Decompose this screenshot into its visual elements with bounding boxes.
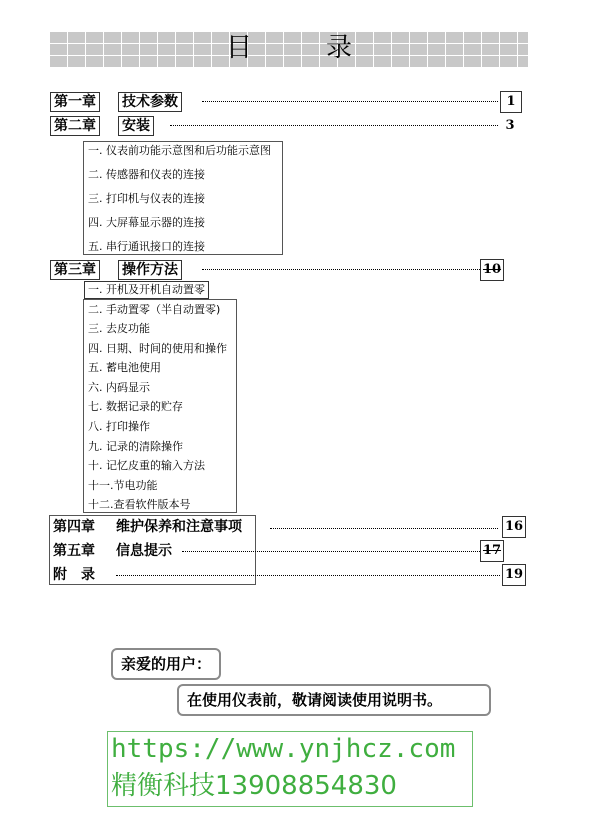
chapter-3-page: 10	[480, 259, 504, 281]
ch3-section-11: 十一.节电功能	[88, 479, 158, 492]
chapter-1-page: 1	[500, 91, 522, 113]
chapter-3-section-list	[83, 299, 237, 513]
chapter-4-leader	[270, 528, 498, 529]
chapter-5-page: 17	[480, 540, 504, 562]
chapter-2-title: 安装	[118, 116, 154, 136]
ch3-section-8: 八. 打印操作	[88, 420, 150, 433]
appendix-page: 19	[502, 564, 526, 586]
ch3-section-10: 十. 记忆皮重的输入方法	[88, 459, 205, 472]
appendix-leader	[116, 575, 500, 576]
ch2-section-5: 五. 串行通讯接口的连接	[88, 240, 205, 253]
ch3-section-2: 二. 手动置零（半自动置零)	[88, 303, 221, 316]
ch3-section-3: 三. 去皮功能	[88, 322, 150, 335]
title-char-2: 录	[326, 33, 353, 63]
chapter-2-section-list	[83, 141, 283, 255]
ch3-section-9: 九. 记录的清除操作	[88, 440, 183, 453]
chapter-1-leader	[202, 101, 498, 102]
chapter-3-label: 第三章	[50, 260, 100, 280]
chapter-1-label: 第一章	[50, 92, 100, 112]
chapter-2-label: 第二章	[50, 116, 100, 136]
greeting-salutation: 亲爱的用户：	[111, 648, 221, 680]
chapter-3-leader	[202, 269, 482, 270]
ch3-section-6: 六. 内码显示	[88, 381, 150, 394]
ch3-section-4: 四. 日期、时间的使用和操作	[88, 342, 227, 355]
ch2-section-3: 三. 打印机与仪表的连接	[88, 192, 205, 205]
chapter-5-leader	[182, 551, 480, 552]
chapter-2-page: 3	[505, 118, 515, 133]
chapter-4-label: 第四章	[53, 519, 95, 535]
ch2-section-2: 二. 传感器和仪表的连接	[88, 168, 205, 181]
ch3-section-1: 一. 开机及开机自动置零	[84, 281, 209, 299]
ch3-section-12: 十二.查看软件版本号	[88, 498, 191, 511]
chapter-1-title: 技术参数	[118, 92, 182, 112]
title-char-1: 目	[226, 33, 253, 63]
chapter-2-leader	[170, 125, 498, 126]
ch2-section-4: 四. 大屏幕显示器的连接	[88, 216, 205, 229]
chapter-4-page: 16	[502, 516, 526, 538]
chapter-5-label: 第五章	[53, 543, 95, 559]
watermark-url: https://www.ynjhcz.com	[111, 734, 456, 764]
chapter-4-title: 维护保养和注意事项	[116, 519, 242, 535]
toc-title-bar	[50, 31, 528, 67]
contact-watermark	[107, 731, 473, 807]
greeting-message: 在使用仪表前，敬请阅读使用说明书。	[177, 684, 491, 716]
watermark-company: 精衡科技13908854830	[111, 771, 397, 801]
ch2-section-1: 一. 仪表前功能示意图和后功能示意图	[88, 144, 271, 157]
ch3-section-7: 七. 数据记录的贮存	[88, 400, 183, 413]
ch3-section-5: 五. 蓄电池使用	[88, 361, 161, 374]
chapter-3-title: 操作方法	[118, 260, 182, 280]
appendix-label: 附 录	[53, 567, 95, 583]
chapter-5-title: 信息提示	[116, 543, 172, 559]
